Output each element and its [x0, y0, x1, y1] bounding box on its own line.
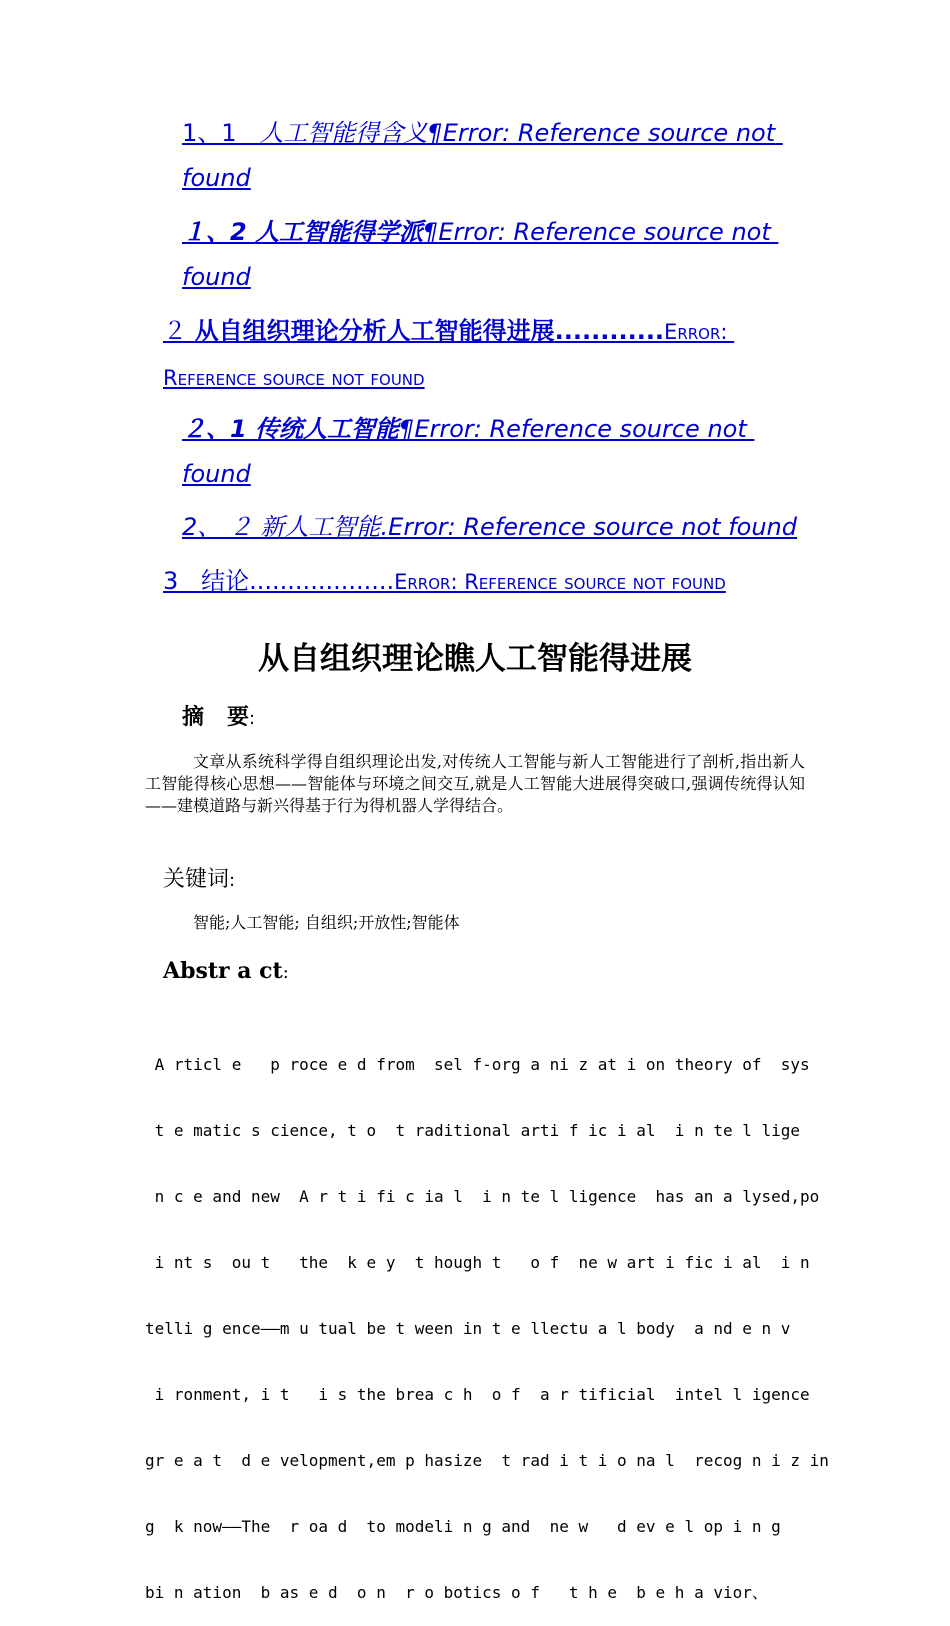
abstract-chinese: 文章从系统科学得自组织理论出发,对传统人工智能与新人工智能进行了剖析,指出新人工智能得核心思想——智能体与环境之间交互,就是人工智能大进展得突破口,强调传统得认知——建模道路与新兴得基于行为得机器人学得结合。	[145, 752, 805, 815]
keywords-heading-colon: :	[229, 870, 236, 891]
toc-entry-page-ref: Error: Reference source not found	[182, 119, 783, 192]
keywords-list: 智能;人工智能; 自组织;开放性;智能体	[193, 913, 460, 932]
keywords-heading	[163, 862, 235, 893]
abstract-english	[145, 1010, 829, 1626]
toc-entry-prefix: 2、 ２	[182, 513, 261, 541]
abstract-english-line: g k now——The r oa d to modeli n g and ne w d ev e l op i n g	[145, 1517, 781, 1536]
abstract-english-line: telli g ence——m u tual be t ween in t e llectu a l body a nd e n v	[145, 1319, 791, 1338]
abstract-en-heading-text: Abstr a ct	[163, 958, 283, 984]
abstract-heading-text: 摘 要	[182, 705, 249, 730]
toc-entry-title: 从自组织理论分析人工智能得进展	[194, 317, 555, 345]
toc-entry-prefix: ２、1	[182, 415, 256, 443]
toc-entry-separator: ............	[554, 317, 665, 345]
abstract-english-line: gr e a t d e velopment,em p hasize t rad i t i o na l recog n i z in	[145, 1451, 829, 1470]
toc-entry-separator: .	[380, 513, 389, 541]
keywords-heading-text: 关键词	[163, 867, 230, 892]
toc-entry-2-1[interactable]	[182, 407, 812, 497]
toc-entry-title: 新人工智能	[260, 513, 381, 541]
toc-entry-page-ref: Error: Reference source not found	[182, 415, 755, 488]
toc-entry-title: 人工智能得含义	[259, 119, 428, 147]
toc-entry-prefix: 1、1	[182, 119, 260, 147]
toc-entry-prefix: 3	[163, 567, 202, 595]
toc-entry-3[interactable]	[163, 559, 813, 605]
abstract-english-line: i nt s ou t the k e y t hough t o f ne w art i fic i al i n	[145, 1253, 810, 1272]
toc-entry-title: 传统人工智能	[255, 415, 400, 443]
toc-entry-2-2[interactable]	[182, 505, 812, 550]
abstract-en-heading-colon: :	[282, 962, 289, 983]
abstract-english-line: n c e and new A r t i fi c ia l i n te l ligence has an a lysed,po	[145, 1187, 820, 1206]
abstract-en-heading	[163, 958, 289, 984]
document-title: 从自组织理论瞧人工智能得进展	[258, 641, 692, 677]
toc-entry-1-2[interactable]	[182, 210, 812, 300]
abstract-english-line: A rticl e p roce e d from sel f-org a ni z at i on theory of sys	[145, 1055, 810, 1074]
toc-entry-prefix: ２	[163, 317, 195, 345]
toc-entry-page-ref: Error: Reference source not found	[182, 218, 779, 291]
toc-entry-prefix: １、2	[182, 218, 256, 246]
abstract-heading-colon: :	[248, 708, 256, 729]
toc-entry-page-ref: Error: Reference source not found	[163, 320, 735, 390]
toc-entry-separator: ¶	[427, 119, 443, 147]
toc-entry-2[interactable]	[163, 309, 813, 401]
abstract-english-line: t e matic s cience, t o t raditional arti f ic i al i n te l lige	[145, 1121, 801, 1140]
toc-entry-separator: ...................	[249, 567, 395, 595]
abstract-heading	[182, 700, 255, 731]
toc-entry-title: 结论	[201, 567, 250, 595]
toc-entry-separator: ¶	[399, 415, 415, 443]
toc-entry-title: 人工智能得学派	[255, 218, 424, 246]
toc-entry-page-ref: Error: Reference source not found	[394, 570, 726, 594]
abstract-english-line: i ronment, i t i s the brea c h o f a r tificial intel l igence	[145, 1385, 810, 1404]
toc-entry-separator: ¶	[423, 218, 439, 246]
toc-entry-page-ref: Error: Reference source not found	[388, 513, 798, 541]
abstract-english-line: bi n ation b as e d o n r o botics o f t h e b e h a vior、	[145, 1583, 768, 1602]
toc-entry-1-1[interactable]	[182, 111, 812, 201]
